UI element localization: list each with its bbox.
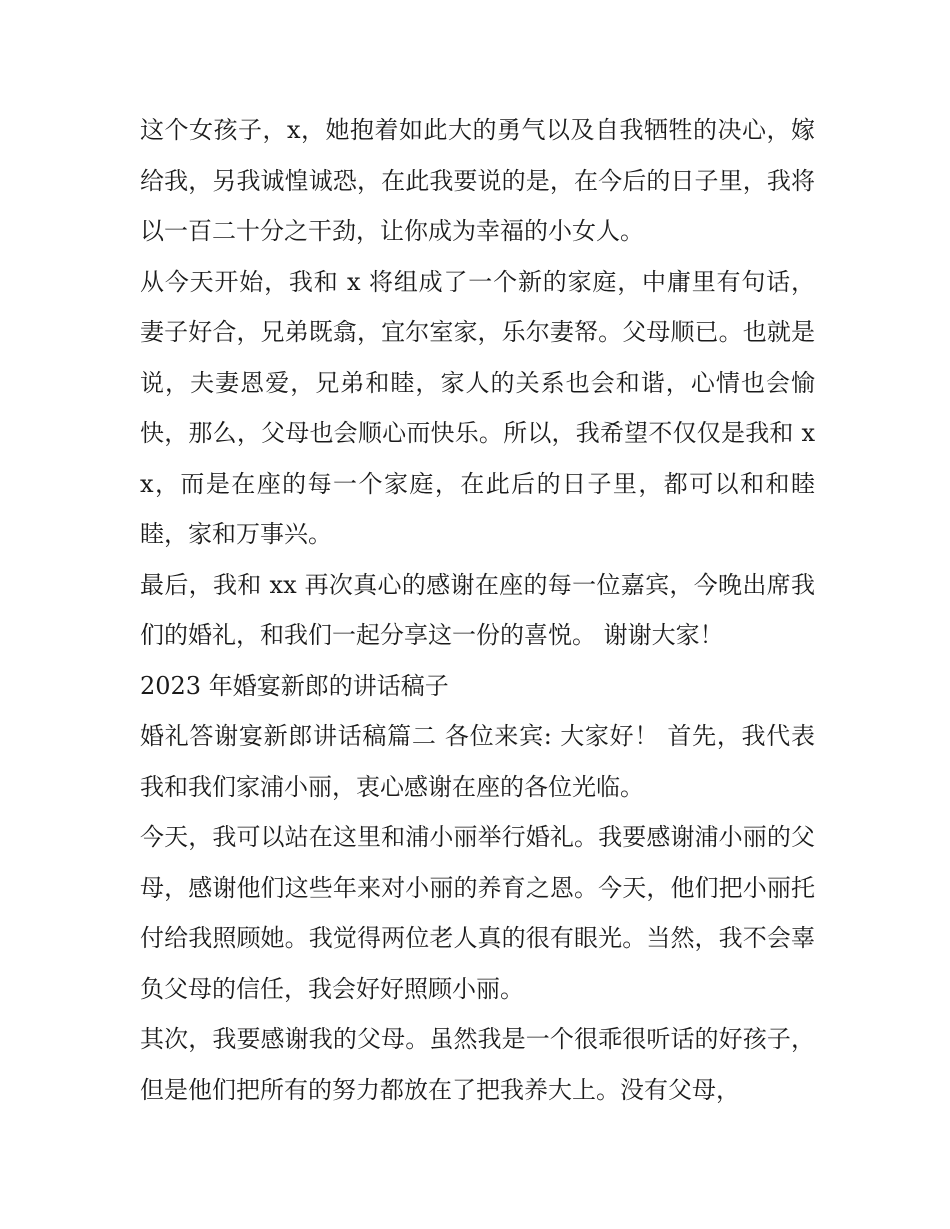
section-heading: 2023 年婚宴新郎的讲话稿子 (140, 671, 449, 700)
paragraph-5: 今天，我可以站在这里和浦小丽举行婚礼。我要感谢浦小丽的父母，感谢他们这些年来对小丽的养育之恩。今天，他们把小丽托付给我照顾她。我觉得两位老人真的很有眼光。当然，我不会辜负父母的信任，我会好好照顾小丽。 (140, 823, 815, 1003)
paragraph-4: 婚礼答谢宴新郎讲话稿篇二 各位来宾: 大家好！ 首先，我代表我和我们家浦小丽，衷心感谢在座的各位光临。 (140, 722, 815, 801)
paragraph-1: 这个女孩子，x，她抱着如此大的勇气以及自我牺牲的决心，嫁给我，另我诚惶诚恐，在此我要说的是，在今后的日子里，我将以一百二十分之干劲，让你成为幸福的小女人。 (140, 116, 815, 245)
paragraph-2: 从今天开始，我和 x 将组成了一个新的家庭，中庸里有句话，妻子好合，兄弟既翕，宜尔室家，乐尔妻帑。父母顺已。也就是说，夫妻恩爱，兄弟和睦，家人的关系也会和谐，心情也会愉快，那么，父母也会顺心而快乐。所以，我希望不仅仅是我和 xx，而是在座的每一个家庭，在此后的日子里，都可以和和睦睦，家和万事兴。 (140, 267, 815, 548)
document-body (140, 105, 815, 1115)
paragraph-3: 最后，我和 xx 再次真心的感谢在座的每一位嘉宾，今晚出席我们的婚礼，和我们一起分享这一份的喜悦。 谢谢大家！ (140, 570, 815, 649)
paragraph-6: 其次，我要感谢我的父母。虽然我是一个很乖很听话的好孩子，但是他们把所有的努力都放在了把我养大上。没有父母， (140, 1025, 815, 1104)
